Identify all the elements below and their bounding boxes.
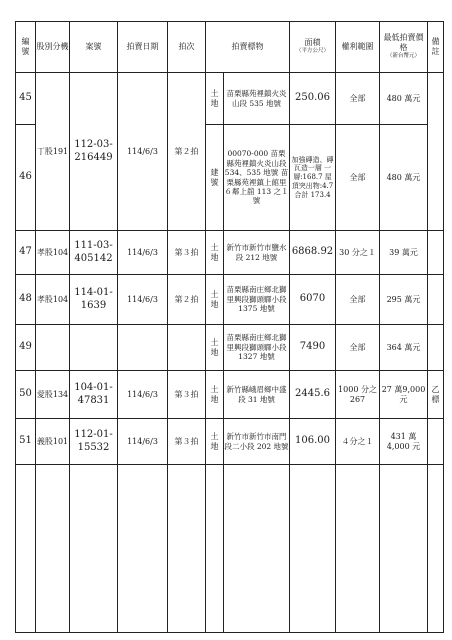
row-price: 27 萬9,000 元 <box>380 371 428 419</box>
row-case-no: 111-03-405142 <box>70 231 118 275</box>
row-case-no: 112-03-216449 <box>70 73 118 231</box>
row-no: 50 <box>16 371 36 419</box>
row-type: 土地 <box>210 384 219 404</box>
header-rights: 權利範圍 <box>336 22 380 73</box>
row-unit: 愛股134 <box>36 371 70 419</box>
header-unit: 股別分機 <box>36 22 70 73</box>
row-case-no: 112-01-15532 <box>70 419 118 465</box>
row-case-no: 104-01-47831 <box>70 371 118 419</box>
auction-sheet <box>15 21 443 633</box>
row-area: 2445.6 <box>290 371 336 419</box>
table-row <box>16 325 444 371</box>
header-area-title: 面積 <box>304 38 321 48</box>
header-min-price-title: 最低拍賣價格 <box>383 33 424 53</box>
row-area: 6070 <box>290 275 336 325</box>
row-note <box>428 275 444 325</box>
row-date: 114/6/3 <box>118 73 168 231</box>
row-no: 48 <box>16 275 36 325</box>
row-price: 39 萬元 <box>380 231 428 275</box>
row-note: 乙標 <box>428 371 444 419</box>
row-no: 51 <box>16 419 36 465</box>
row-price: 480 萬元 <box>380 125 428 231</box>
row-date: 114/6/3 <box>118 231 168 275</box>
row-round: 第２拍 <box>168 73 206 231</box>
row-rights: 全部 <box>336 73 380 125</box>
row-unit: 丁股191 <box>36 73 70 231</box>
row-type: 土地 <box>210 289 219 309</box>
row-area: 6868.92 <box>290 231 336 275</box>
row-note <box>428 325 444 371</box>
row-rights: 全部 <box>336 325 380 371</box>
row-date: 114/6/3 <box>118 371 168 419</box>
header-note: 備註 <box>428 22 444 73</box>
header-area-unit: （平方公尺） <box>295 48 329 55</box>
row-type: 建號 <box>210 167 219 187</box>
row-round: 第３拍 <box>168 231 206 275</box>
table-row <box>16 231 444 275</box>
row-date: 114/6/3 <box>118 419 168 465</box>
row-target: 新竹縣峨眉鄉中盛段 31 地號 <box>224 371 290 419</box>
row-target: 00070-000 苗栗縣苑裡鎮火炎山段 534、535 地號 苗栗縣苑裡鎮上館里６鄰上舘 113 之１號 <box>224 125 290 231</box>
row-unit: 孝股104 <box>36 231 70 275</box>
auction-table <box>15 21 444 633</box>
header-min-price-unit: （新台幣元） <box>386 53 420 60</box>
row-area: 7490 <box>290 325 336 371</box>
row-area: 106.00 <box>290 419 336 465</box>
row-area: 加強磚造、磚瓦造一層 一層:168.7 屋頂突出物:4.7 合計 173.4 <box>290 125 336 231</box>
table-row <box>16 275 444 325</box>
row-rights: 1000 分之267 <box>336 371 380 419</box>
row-target: 苗栗縣南庄鄉北獅里興段獅頭驛小段 1375 地號 <box>224 275 290 325</box>
row-target: 苗栗縣南庄鄉北獅里興段獅頭驛小段 1327 地號 <box>224 325 290 371</box>
row-no: 47 <box>16 231 36 275</box>
row-target: 苗栗縣苑裡鎮火炎山段 535 地號 <box>224 73 290 125</box>
row-round: 第３拍 <box>168 419 206 465</box>
row-price: 431 萬4,000 元 <box>380 419 428 465</box>
row-target: 新竹市新竹市鹽水段 212 地號 <box>224 231 290 275</box>
row-no: 46 <box>16 125 36 231</box>
table-row <box>16 419 444 465</box>
row-price: 480 萬元 <box>380 73 428 125</box>
row-price: 364 萬元 <box>380 325 428 371</box>
row-round: 第３拍 <box>168 371 206 419</box>
table-row <box>16 371 444 419</box>
row-area: 250.06 <box>290 73 336 125</box>
row-date: 114/6/3 <box>118 275 168 325</box>
header-area <box>290 22 336 73</box>
row-price: 295 萬元 <box>380 275 428 325</box>
row-type: 土地 <box>210 88 219 108</box>
header-round: 拍次 <box>168 22 206 73</box>
row-round: 第２拍 <box>168 275 206 325</box>
row-note <box>428 73 444 231</box>
row-note <box>428 419 444 465</box>
row-no: 49 <box>16 325 36 371</box>
header-row <box>16 22 444 73</box>
row-rights: 全部 <box>336 125 380 231</box>
row-note <box>428 231 444 275</box>
row-no: 45 <box>16 73 36 125</box>
row-type: 土地 <box>210 337 219 357</box>
row-rights: ４分之１ <box>336 419 380 465</box>
row-rights: 30 分之１ <box>336 231 380 275</box>
row-unit: 孝股104 <box>36 275 70 325</box>
header-target: 拍賣標物 <box>206 22 290 73</box>
row-case-no: 114-01-1639 <box>70 275 118 325</box>
header-no: 編號 <box>16 22 36 73</box>
row-rights: 全部 <box>336 275 380 325</box>
row-unit: 義股101 <box>36 419 70 465</box>
header-case-no: 案號 <box>70 22 118 73</box>
header-min-price <box>380 22 428 73</box>
table-row <box>16 73 444 125</box>
header-auction-date: 拍賣日期 <box>118 22 168 73</box>
row-target: 新竹市新竹市南門段二小段 202 地號 <box>224 419 290 465</box>
row-type: 土地 <box>210 242 219 262</box>
empty-row <box>16 465 444 633</box>
row-type: 土地 <box>210 431 219 451</box>
